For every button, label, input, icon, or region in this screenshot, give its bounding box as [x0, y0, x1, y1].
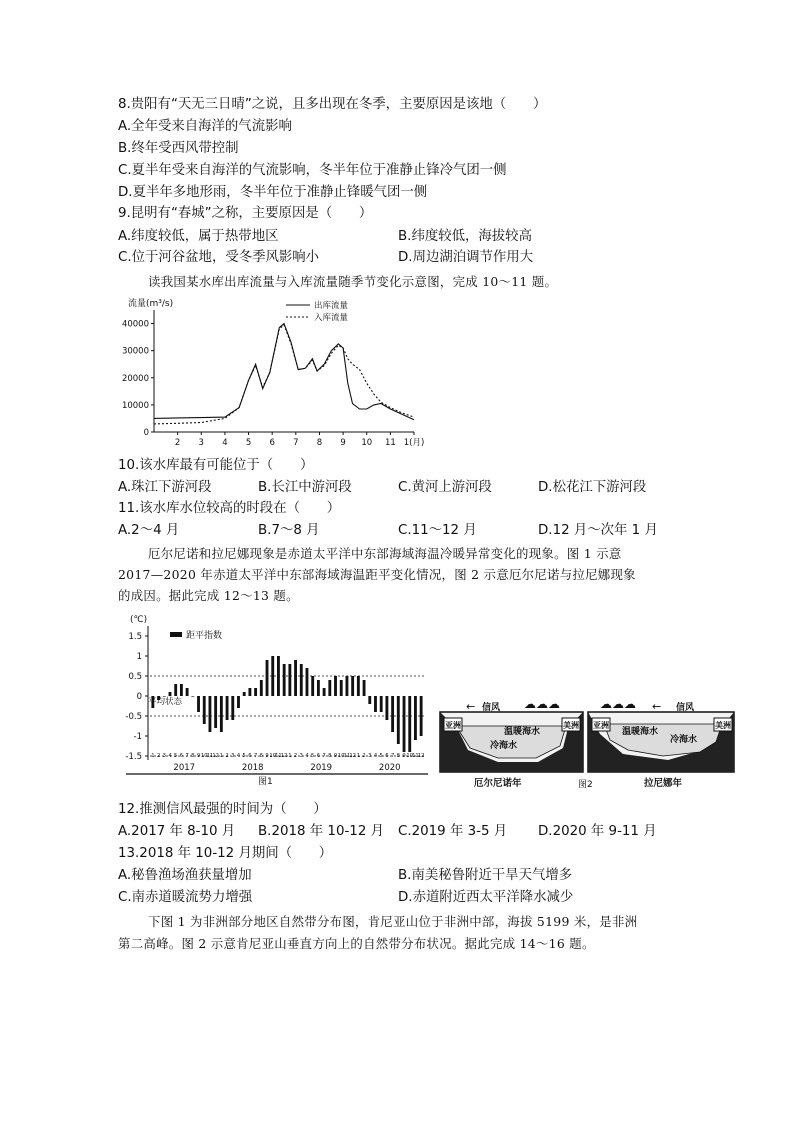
anomaly-bar: [254, 688, 257, 696]
anomaly-bar: [283, 664, 286, 696]
q11-option-a: A.2～4 月: [118, 523, 180, 538]
anomaly-y-tick-label: 0.5: [128, 672, 142, 682]
intro-14-16-line2: 第二高峰。图 2 示意肯尼亚山垂直方向上的自然带分布状况。据此完成 14～16 题。: [118, 936, 595, 951]
anomaly-month-label: 2: [293, 753, 298, 759]
el-nino-warm-water: 温暖海水: [504, 727, 541, 737]
q10-option-a: A.珠江下游河段: [118, 480, 212, 495]
anomaly-chart: [118, 610, 438, 790]
anomaly-year-label: 2019: [310, 763, 333, 773]
anomaly-bar: [209, 696, 212, 732]
anomaly-month-label: 10: [406, 753, 414, 759]
anomaly-bar: [197, 696, 200, 712]
anomaly-bar: [340, 680, 343, 696]
q13-option-a: A.秘鲁渔场渔获量增加: [118, 868, 252, 883]
anomaly-bar: [323, 688, 326, 696]
anomaly-month-label: 1: [151, 753, 155, 759]
anomaly-y-tick-label: -0.5: [125, 712, 142, 722]
anomaly-bar: [174, 684, 177, 696]
anomaly-y-tick-label: 0: [136, 692, 142, 702]
anomaly-month-label: 5: [379, 753, 383, 759]
anomaly-month-label: 12: [280, 753, 288, 759]
anomaly-month-label: 12: [212, 753, 219, 759]
anomaly-bar: [271, 656, 274, 696]
q9-option-c: C.位于河谷盆地，受冬季风影响小: [118, 250, 320, 265]
anomaly-month-label: 3: [231, 753, 235, 759]
anomaly-month-label: 5: [174, 753, 178, 759]
anomaly-y-tick-label: 1.5: [128, 632, 142, 642]
flow-x-tick-label: 2: [174, 438, 181, 448]
q13-option-c: C.南赤道暖流势力增强: [118, 890, 253, 905]
outflow-line: [154, 324, 414, 420]
anomaly-year-label: 2018: [241, 763, 264, 773]
flow-x-tick-label: 7: [293, 438, 299, 448]
fig2-caption: 图2: [578, 780, 593, 790]
q8-option-d: D.夏半年多地形雨，冬半年位于准静止锋暖气团一侧: [118, 185, 428, 200]
anomaly-month-label: 7: [322, 753, 326, 759]
flow-x-tick-label: 11: [384, 438, 396, 448]
anomaly-month-label: 11: [412, 753, 419, 759]
q9-option-a: A.纬度较低，属于热带地区: [118, 229, 279, 244]
anomaly-bar: [363, 680, 366, 696]
q12-option-c: C.2019 年 3-5 月: [398, 824, 508, 839]
la-nina-america: 美洲: [715, 721, 731, 730]
anomaly-month-label: 9: [402, 753, 406, 759]
anomaly-bar: [385, 696, 388, 720]
la-nina-asia: 亚洲: [593, 721, 609, 730]
el-nino-asia: 亚洲: [445, 721, 461, 730]
anomaly-bar: [191, 696, 194, 697]
anomaly-bar: [277, 656, 280, 696]
q11-option-d: D.12 月～次年 1 月: [538, 523, 658, 538]
anomaly-month-label: 11: [275, 753, 282, 759]
q12-option-b: B.2018 年 10-12 月: [258, 824, 384, 839]
anomaly-month-label: 7: [253, 753, 258, 759]
q10-option-b: B.长江中游河段: [258, 480, 352, 495]
anomaly-bar: [220, 696, 223, 732]
anomaly-bar: [294, 660, 297, 696]
q13-option-d: D.赤道附近西太平洋降水减少: [398, 890, 574, 905]
anomaly-month-label: 9: [196, 753, 201, 759]
anomaly-month-label: 6: [316, 753, 321, 759]
anomaly-month-label: 10: [269, 753, 277, 759]
la-nina-panel: [588, 697, 734, 789]
q10-option-d: D.松花江下游河段: [538, 480, 647, 495]
anomaly-month-label: 6: [248, 753, 252, 759]
anomaly-legend-swatch: [170, 632, 182, 637]
anomaly-month-label: 3: [162, 753, 166, 759]
anomaly-month-label: 10: [200, 753, 208, 759]
intro-14-16-line1: 下图 1 为非洲部分地区自然带分布图，肯尼亚山位于非洲中部，海拔 5199 米，是非洲: [148, 914, 638, 929]
q12-option-d: D.2020 年 9-11 月: [538, 824, 657, 839]
flow-x-tick-label: 1(月): [403, 438, 425, 448]
flow-y-tick-label: 30000: [121, 346, 149, 357]
anomaly-bar: [203, 696, 206, 724]
q10-stem: 10.该水库最有可能位于（ ）: [118, 458, 314, 473]
anomaly-month-label: 12: [349, 753, 356, 759]
q9-option-b: B.纬度较低，海拔较高: [398, 229, 532, 244]
el-nino-cloud-icon: ☁☁☁: [524, 697, 560, 711]
anomaly-bar: [403, 696, 406, 752]
anomaly-bar: [408, 696, 411, 752]
anomaly-month-label: 9: [265, 753, 269, 759]
anomaly-month-label: 10: [337, 753, 345, 759]
flow-y-tick-label: 10000: [121, 400, 149, 411]
anomaly-bar: [317, 680, 320, 696]
el-nino-wind: 信风: [482, 703, 501, 713]
flow-y-tick-label: 0: [143, 428, 149, 438]
flow-x-tick-label: 4: [222, 438, 228, 448]
anomaly-month-label: 12: [417, 753, 425, 759]
inflow-line: [154, 325, 414, 424]
anomaly-month-label: 5: [311, 753, 315, 759]
anomaly-bar: [180, 684, 183, 696]
legend-out-label: 出库流量: [314, 301, 349, 311]
anomaly-month-label: 2: [362, 753, 366, 759]
flow-x-tick-label: 9: [340, 438, 346, 448]
anomaly-bar: [306, 668, 309, 696]
anomaly-month-label: 4: [305, 753, 309, 759]
anomaly-year-label: 2017: [173, 763, 196, 773]
anomaly-y-tick-label: 1: [136, 652, 142, 662]
anomaly-bar: [351, 676, 354, 696]
la-nina-title: 拉尼娜年: [644, 778, 683, 789]
anomaly-annotation: 平均状态: [148, 697, 183, 707]
anomaly-bar: [380, 696, 383, 712]
q12-option-a: A.2017 年 8-10 月: [118, 824, 236, 839]
intro-12-13-line3: 的成因。据此完成 12～13 题。: [118, 588, 299, 603]
anomaly-bar: [169, 692, 172, 696]
intro-10-11: 读我国某水库出库流量与入库流量随季节变化示意图，完成 10～11 题。: [148, 274, 558, 289]
anomaly-month-label: 8: [396, 753, 400, 759]
anomaly-month-label: 7: [390, 753, 395, 759]
la-nina-wind: 信风: [676, 703, 695, 713]
el-nino-title: 厄尔尼诺年: [474, 778, 522, 789]
anomaly-bar: [288, 664, 291, 696]
anomaly-month-label: 9: [333, 753, 338, 759]
la-nina-cloud-icon: ☁☁☁: [600, 697, 636, 711]
anomaly-bar: [357, 676, 360, 696]
q11-stem: 11.该水库水位较高的时段在（ ）: [118, 501, 341, 516]
anomaly-bar: [311, 676, 314, 696]
q8-option-c: C.夏半年受来自海洋的气流影响，冬半年位于准静止锋冷气团一侧: [118, 163, 507, 178]
anomaly-bar: [391, 696, 394, 732]
el-nino-panel: [440, 697, 583, 789]
legend-in-label: 入库流量: [314, 313, 349, 323]
q8-stem: 8.贵阳有“天无三日晴”之说，且多出现在冬季，主要原因是该地（ ）: [118, 97, 547, 112]
q11-option-b: B.7～8 月: [258, 523, 320, 538]
anomaly-bar: [266, 660, 269, 696]
flow-x-tick-label: 10: [361, 438, 373, 448]
el-nino-cold-water: 冷海水: [490, 741, 518, 751]
el-nino-america: 美洲: [563, 721, 579, 730]
anomaly-month-label: 4: [168, 753, 172, 759]
flow-x-tick-label: 8: [316, 438, 323, 448]
fig1-caption: 图1: [258, 777, 273, 787]
anomaly-month-label: 11: [343, 753, 351, 759]
anomaly-month-label: 6: [179, 753, 184, 759]
anomaly-month-label: 3: [299, 753, 303, 759]
flow-y-tick-label: 20000: [121, 373, 149, 384]
la-nina-wind-arrow: ←: [652, 700, 662, 713]
anomaly-month-label: 4: [236, 753, 241, 759]
flow-x-tick-label: 6: [269, 438, 275, 448]
q10-option-c: C.黄河上游河段: [398, 480, 492, 495]
q9-stem: 9.昆明有“春城”之称，主要原因是（ ）: [118, 206, 373, 221]
q9-option-d: D.周边湖泊调节作用大: [398, 250, 534, 265]
anomaly-year-label: 2020: [378, 763, 401, 773]
anomaly-month-label: 1: [219, 753, 224, 759]
anomaly-bar: [226, 696, 229, 720]
flow-x-tick-label: 3: [198, 438, 204, 448]
anomaly-y-unit: (℃): [130, 615, 148, 625]
q13-option-b: B.南美秘鲁附近干旱天气增多: [398, 868, 573, 883]
anomaly-bar: [248, 688, 251, 696]
anomaly-legend-label: 距平指数: [186, 631, 223, 641]
anomaly-bar: [368, 696, 371, 704]
anomaly-bar: [414, 696, 417, 740]
anomaly-month-label: 8: [259, 753, 263, 759]
anomaly-bar: [346, 676, 349, 696]
flow-x-tick-label: 5: [245, 438, 252, 448]
anomaly-month-label: 2: [225, 753, 229, 759]
q12-stem: 12.推测信风最强的时间为（ ）: [118, 802, 327, 817]
anomaly-y-tick-label: -1: [133, 732, 142, 742]
el-nino-wind-arrow: ←: [466, 700, 476, 713]
anomaly-bar: [397, 696, 400, 744]
la-nina-warm-water: 温暖海水: [622, 727, 659, 737]
anomaly-bar: [328, 680, 331, 696]
anomaly-bar: [300, 664, 303, 696]
anomaly-bar: [237, 696, 240, 708]
anomaly-month-label: 4: [373, 753, 378, 759]
anomaly-month-label: 1: [356, 753, 361, 759]
anomaly-month-label: 3: [368, 753, 372, 759]
anomaly-month-label: 1: [288, 753, 292, 759]
anomaly-month-label: 7: [185, 753, 189, 759]
anomaly-y-tick-label: -1.5: [125, 752, 142, 762]
q13-stem: 13.2018 年 10-12 月期间（ ）: [118, 846, 333, 861]
flow-y-label: 流量(m³/s): [128, 299, 174, 309]
anomaly-bar: [214, 696, 217, 728]
q8-option-b: B.终年受西风带控制: [118, 141, 239, 156]
anomaly-bar: [186, 688, 189, 696]
intro-12-13-line2: 2017—2020 年赤道太平洋中东部海域海温距平变化情况，图 2 示意厄尔尼诺与拉尼娜现象: [118, 567, 636, 582]
anomaly-bar: [260, 680, 263, 696]
la-nina-cold-water: 冷海水: [670, 735, 698, 745]
enso-diagram: [438, 690, 738, 790]
anomaly-bar: [231, 696, 234, 720]
anomaly-month-label: 6: [385, 753, 389, 759]
anomaly-month-label: 8: [328, 753, 332, 759]
anomaly-bar: [243, 692, 246, 696]
anomaly-month-label: 8: [191, 753, 195, 759]
q11-option-c: C.11～12 月: [398, 523, 477, 538]
anomaly-bar: [374, 696, 377, 712]
anomaly-month-label: 11: [206, 753, 214, 759]
flow-chart: [118, 292, 428, 450]
anomaly-bar: [420, 696, 423, 736]
q8-option-a: A.全年受来自海洋的气流影响: [118, 119, 292, 134]
anomaly-month-label: 5: [242, 753, 246, 759]
anomaly-bar: [334, 676, 337, 696]
flow-y-tick-label: 40000: [121, 319, 149, 330]
intro-12-13-line1: 厄尔尼诺和拉尼娜现象是赤道太平洋中东部海域海温冷暖异常变化的现象。图 1 示意: [148, 546, 622, 561]
anomaly-month-label: 2: [156, 753, 161, 759]
